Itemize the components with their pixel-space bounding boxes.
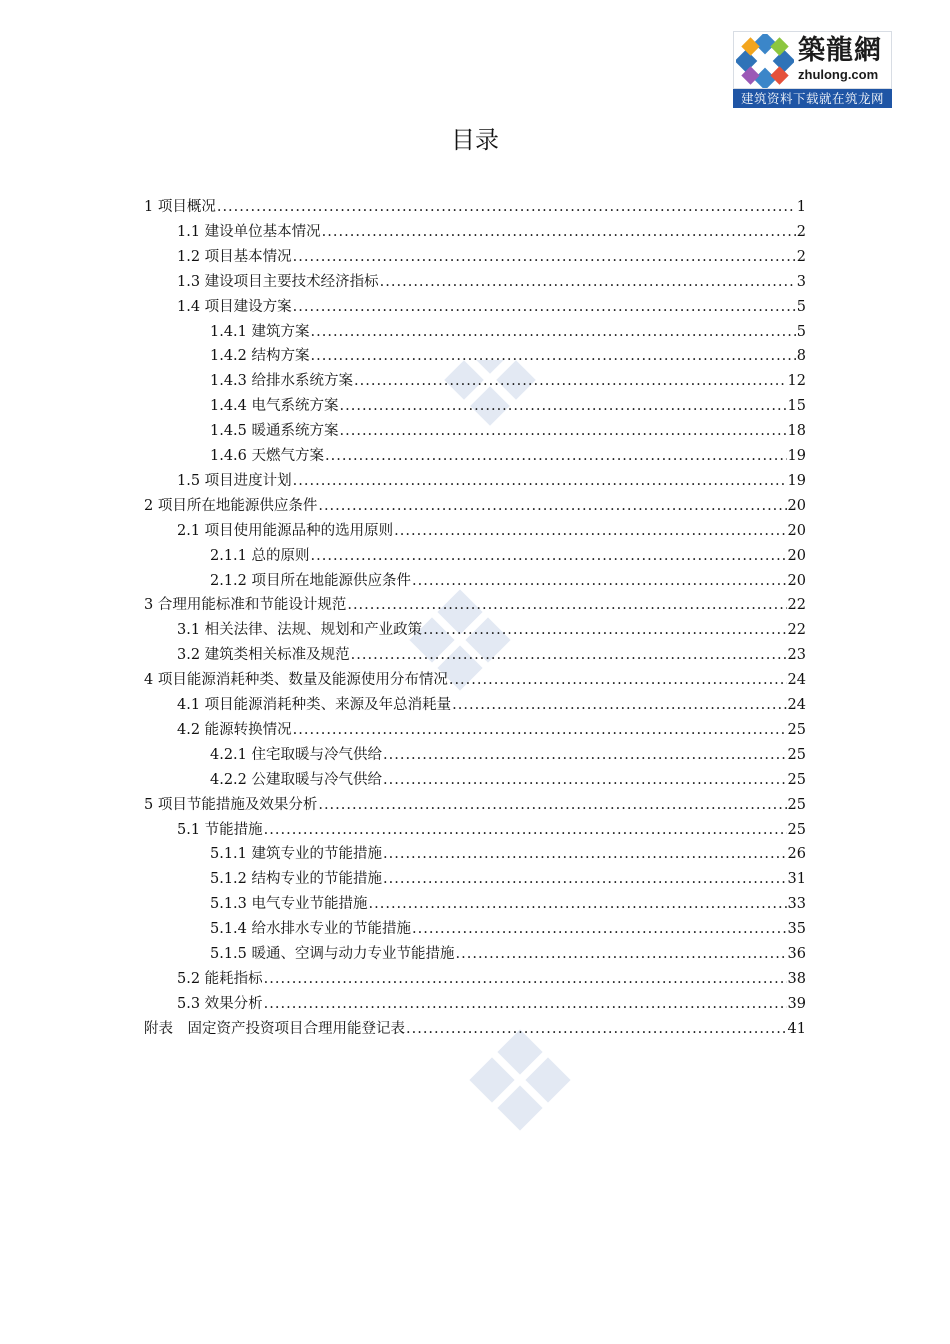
toc-leader-dots: [264, 818, 787, 842]
toc-entry-label: 4.1 项目能源消耗种类、来源及年总消耗量: [177, 697, 452, 713]
logo-domain: zhulong.com: [798, 67, 879, 82]
toc-entry-page: 35: [787, 921, 806, 938]
toc-entry[interactable]: [144, 593, 806, 617]
toc-entry-label: 5.3 效果分析: [177, 995, 263, 1012]
toc-entry-page: 24: [787, 672, 806, 689]
logo-chinese-name: 築龍網: [798, 35, 882, 66]
toc-entry[interactable]: [210, 444, 806, 468]
toc-entry-label: 5.1.3 电气专业节能措施: [210, 896, 368, 913]
toc-entry-page: 12: [787, 373, 806, 390]
toc-leader-dots: [264, 992, 787, 1016]
toc-leader-dots: [394, 519, 786, 543]
toc-leader-dots: [406, 1017, 787, 1041]
toc-leader-dots: [347, 593, 786, 617]
toc-entry-page: 18: [787, 423, 806, 440]
toc-entry-page: 25: [787, 721, 806, 738]
toc-entry[interactable]: [210, 544, 806, 568]
toc-leader-dots: [383, 867, 787, 891]
toc-leader-dots: [383, 743, 787, 767]
toc-entry-label: 1.5 项目进度计划: [177, 472, 292, 489]
toc-leader-dots: [449, 668, 787, 692]
toc-entry-page: 25: [787, 796, 806, 813]
toc-entry-label: 5 项目节能措施及效果分析: [144, 796, 318, 813]
toc-entry-label: 3.1 相关法律、法规、规划和产业政策: [177, 622, 423, 639]
toc-entry[interactable]: [210, 867, 806, 891]
toc-entry-label: 1.4.5 暖通系统方案: [210, 423, 339, 440]
toc-entry[interactable]: [210, 768, 806, 792]
toc-entry-page: 23: [787, 647, 806, 664]
toc-entry-page: 2: [796, 223, 806, 240]
toc-leader-dots: [293, 245, 796, 269]
toc-entry[interactable]: [210, 917, 806, 941]
toc-entry-page: 19: [787, 448, 806, 464]
toc-entry-label: 4.2.2 公建取暖与冷气供给: [210, 771, 383, 788]
toc-entry-page: 15: [787, 398, 806, 415]
toc-leader-dots: [423, 618, 786, 642]
toc-entry-page: 41: [787, 1020, 806, 1037]
toc-leader-dots: [325, 444, 787, 468]
toc-entry-page: 25: [787, 746, 806, 763]
toc-entry-page: 20: [787, 497, 806, 514]
toc-entry[interactable]: [210, 842, 806, 866]
toc-entry[interactable]: [210, 892, 806, 916]
toc-entry-label: 5.1.2 结构专业的节能措施: [210, 871, 383, 888]
toc-entry-page: 22: [787, 622, 806, 639]
toc-entry-label: 2.1.2 项目所在地能源供应条件: [210, 572, 412, 589]
toc-entry[interactable]: [177, 270, 806, 294]
toc-entry[interactable]: [177, 967, 806, 991]
toc-leader-dots: [340, 419, 787, 443]
toc-entry[interactable]: [210, 419, 806, 443]
toc-entry-page: 22: [787, 597, 806, 614]
toc-entry[interactable]: [144, 793, 806, 817]
toc-leader-dots: [456, 942, 787, 966]
toc-entry-label: 1.4.4 电气系统方案: [210, 398, 339, 415]
toc-leader-dots: [383, 768, 787, 792]
toc-entry-page: 31: [787, 871, 806, 888]
toc-entry-page: 20: [787, 572, 806, 589]
toc-entry[interactable]: [210, 394, 806, 418]
toc-entry-page: 20: [787, 522, 806, 539]
toc-leader-dots: [354, 369, 787, 393]
toc-entry-page: 25: [787, 821, 806, 838]
toc-entry-page: 20: [787, 547, 806, 564]
toc-entry-label: 3.2 建筑类相关标准及规范: [177, 647, 350, 664]
toc-entry-label: 1.4.3 给排水系统方案: [210, 373, 354, 390]
toc-entry[interactable]: [177, 245, 806, 269]
toc-leader-dots: [340, 394, 787, 418]
toc-leader-dots: [293, 469, 787, 493]
toc-entry-label: 1.4.6 天燃气方案: [210, 448, 325, 464]
toc-entry-page: 3: [796, 273, 806, 290]
page-title: 目录: [451, 126, 499, 154]
toc-entry-label: 1.1 建设单位基本情况: [177, 223, 321, 240]
toc-entry[interactable]: [177, 992, 806, 1016]
toc-entry-page: 5: [796, 298, 806, 315]
toc-entry-page: 36: [787, 946, 806, 962]
toc-entry-label: 4.2 能源转换情况: [177, 721, 292, 738]
toc-entry-page: 19: [787, 472, 806, 489]
toc-entry[interactable]: [144, 668, 806, 692]
toc-leader-dots: [293, 295, 796, 319]
toc-entry-page: 26: [787, 846, 806, 863]
toc-entry[interactable]: [210, 344, 806, 368]
toc-entry-page: 38: [787, 970, 806, 987]
toc-entry[interactable]: [210, 320, 806, 344]
toc-entry-label: 1.4 项目建设方案: [177, 298, 292, 315]
toc-entry[interactable]: [177, 519, 806, 543]
toc-entry[interactable]: [177, 718, 806, 742]
toc-leader-dots: [369, 892, 787, 916]
toc-entry-label: 4 项目能源消耗种类、数量及能源使用分布情况: [144, 672, 448, 689]
toc-entry[interactable]: [144, 195, 806, 219]
toc-leader-dots: [322, 220, 796, 244]
toc-entry-label: 5.2 能耗指标: [177, 970, 263, 987]
toc-leader-dots: [293, 718, 787, 742]
toc-entry-label: 5.1.1 建筑专业的节能措施: [210, 846, 383, 863]
toc-entry-label: 1.2 项目基本情况: [177, 248, 292, 265]
toc-entry-label: 5.1.5 暖通、空调与动力专业节能措施: [210, 946, 455, 962]
toc-leader-dots: [217, 195, 796, 219]
logo-slogan: 建筑资料下载就在筑龙网: [733, 89, 892, 108]
toc-entry-label: 2 项目所在地能源供应条件: [144, 497, 318, 514]
toc-leader-dots: [351, 643, 787, 667]
toc-entry[interactable]: [144, 1017, 806, 1041]
toc-leader-dots: [412, 569, 787, 593]
toc-leader-dots: [311, 344, 796, 368]
toc-entry[interactable]: [177, 818, 806, 842]
toc-entry-label: 1.3 建设项目主要技术经济指标: [177, 273, 379, 290]
toc-entry[interactable]: [210, 942, 806, 966]
toc-entry-page: 8: [796, 348, 806, 365]
toc-entry[interactable]: [210, 569, 806, 593]
toc-entry[interactable]: [210, 743, 806, 767]
toc-entry[interactable]: [144, 494, 806, 518]
toc-entry-label: 2.1.1 总的原则: [210, 547, 310, 564]
toc-entry-label: 1.4.2 结构方案: [210, 348, 310, 365]
toc-entry[interactable]: [177, 469, 806, 493]
toc-entry-label: 5.1 节能措施: [177, 821, 263, 838]
toc-entry-label: 3 合理用能标准和节能设计规范: [144, 597, 347, 614]
toc-leader-dots: [412, 917, 787, 941]
toc-leader-dots: [380, 270, 796, 294]
toc-entry[interactable]: [177, 618, 806, 642]
toc-entry-label: 1 项目概况: [144, 199, 216, 215]
toc-entry[interactable]: [210, 369, 806, 393]
toc-entry-label: 2.1 项目使用能源品种的选用原则: [177, 522, 394, 539]
toc-entry-page: 24: [787, 697, 806, 713]
site-logo: [733, 31, 892, 108]
toc-leader-dots: [264, 967, 787, 991]
toc-leader-dots: [383, 842, 787, 866]
toc-leader-dots: [311, 320, 796, 344]
toc-entry-label: 4.2.1 住宅取暖与冷气供给: [210, 746, 383, 763]
toc-entry-page: 25: [787, 771, 806, 788]
logo-mark-icon: [736, 34, 794, 88]
toc-entry[interactable]: [177, 643, 806, 667]
toc-entry[interactable]: [177, 220, 806, 244]
toc-entry-label: 5.1.4 给水排水专业的节能措施: [210, 921, 412, 938]
toc-leader-dots: [452, 693, 786, 717]
toc-leader-dots: [318, 494, 786, 518]
toc-entry-page: 33: [787, 896, 806, 913]
toc-entry-label: 1.4.1 建筑方案: [210, 323, 310, 340]
toc-entry-page: 1: [796, 199, 806, 215]
toc-entry-page: 5: [796, 323, 806, 340]
logo-top-panel: [733, 31, 892, 89]
toc-leader-dots: [311, 544, 787, 568]
toc-entry-page: 2: [796, 248, 806, 265]
toc-entry[interactable]: [177, 693, 806, 717]
toc-entry[interactable]: [177, 295, 806, 319]
toc-entry-page: 39: [787, 995, 806, 1012]
toc-entry-label: 附表 固定资产投资项目合理用能登记表: [144, 1020, 405, 1037]
toc-leader-dots: [318, 793, 786, 817]
